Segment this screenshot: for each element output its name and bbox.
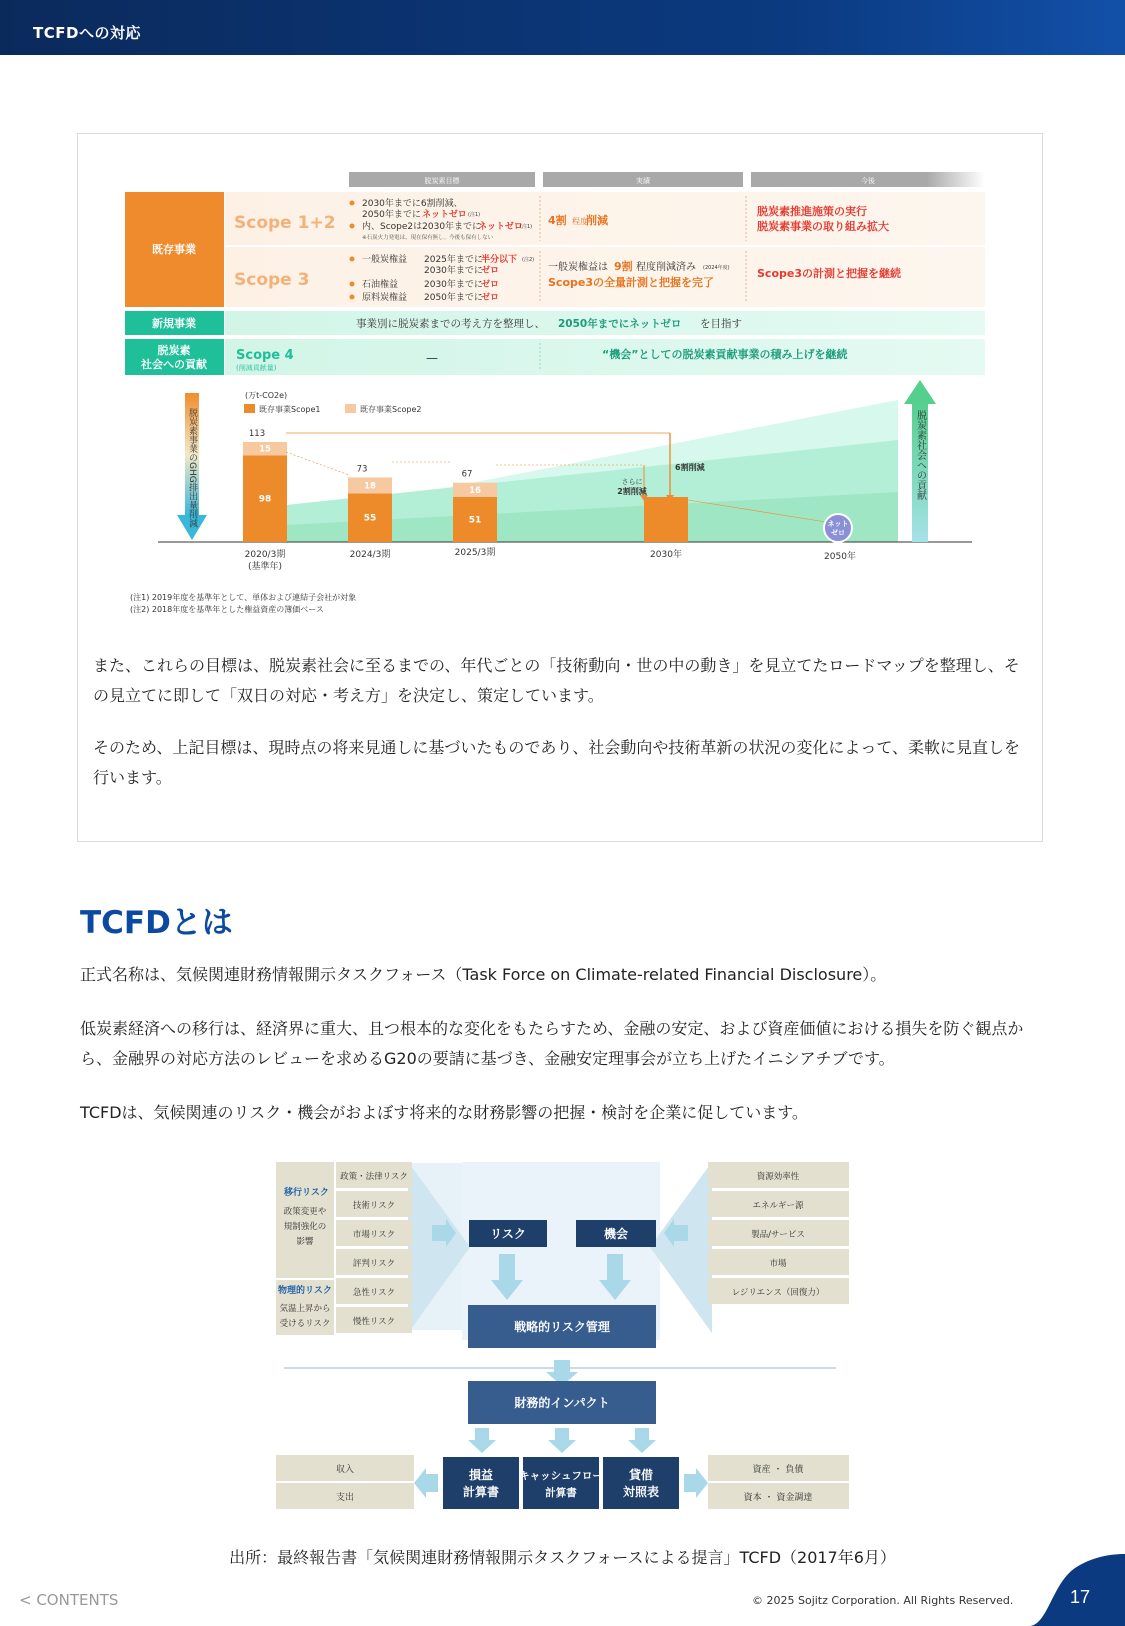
bs-label-0: 貸借 — [628, 1468, 654, 1482]
scope3-result-1a: 一般炭権益は — [548, 262, 608, 273]
col-header-target-text: 脱炭素目標 — [424, 177, 460, 185]
transition-title: 移行リスク — [284, 1188, 329, 1198]
legend-scope2: 既存事業Scope2 — [360, 405, 422, 414]
tcfd-diagram — [0, 1160, 1125, 1515]
scope3-t1b: 2030年までに — [424, 266, 483, 276]
financial-label: 財務的インパクト — [514, 1396, 610, 1410]
risk-item-label-3: 評判リスク — [352, 1259, 396, 1269]
scope12-target-1a: 2030年までに6割削減、 — [362, 199, 463, 209]
scope3-label: Scope 3 — [234, 270, 310, 290]
pl-box — [443, 1457, 519, 1509]
xlabel-2: 2025/3期 — [454, 548, 496, 558]
note-1: (注1) 2019年度を基準年として、単体および連結子会社が対象 — [130, 593, 357, 602]
opportunity-item-label-2: 製品/サービス — [751, 1230, 805, 1240]
legend-scope2-swatch — [345, 404, 356, 413]
opportunity-item-label-0: 資源効率性 — [756, 1172, 800, 1182]
xlabel-4: 2050年 — [824, 552, 856, 562]
opportunity-item-label-1: エネルギー源 — [752, 1201, 804, 1211]
opportunity-item-label-4: レジリエンス（回復力） — [731, 1288, 825, 1298]
scope12-target-2a: 内、Scope2は2030年までに — [362, 222, 482, 232]
bs-box — [603, 1457, 679, 1509]
xlabel-1: 2024/3期 — [349, 550, 391, 560]
scope3-future: Scope3の計測と把握を継続 — [757, 267, 901, 280]
risk-item-label-4: 急性リスク — [352, 1288, 396, 1298]
physical-desc-1: 受けるリスク — [279, 1319, 331, 1329]
scope3-t3-text: 2050年までに — [424, 293, 483, 303]
legend-scope1: 既存事業Scope1 — [259, 405, 321, 414]
scope12-target-1c-note: (注1) — [468, 212, 481, 218]
pl-label-0: 損益 — [468, 1468, 494, 1482]
scope3-t3-hl: ゼロ — [481, 293, 500, 303]
pl-label-1: 計算書 — [462, 1485, 500, 1499]
risk-label: リスク — [490, 1227, 526, 1241]
bar-2030 — [644, 497, 688, 542]
scope12-future-1: 脱炭素推進施策の実行 — [757, 205, 867, 218]
bar-total-label-2: 67 — [461, 469, 473, 480]
xlabel-3: 2030年 — [650, 550, 682, 560]
contribution-label-2: 社会への貢献 — [141, 358, 207, 371]
contents-link[interactable]: < CONTENTS — [19, 1591, 119, 1609]
scope12-label: Scope 1+2 — [234, 213, 336, 233]
netzero-badge — [824, 514, 852, 542]
physical-desc-0: 気温上昇から — [279, 1304, 331, 1314]
section-paragraph-2: 低炭素経済への移行は、経済界に重大、且つ根本的な変化をもたらすため、金融の安定、および資産価値における損失を防ぐ観点から、金融界の対応方法のレビューを求めるG20の要請に基づき、金融安定理事会が立ち上げたイニシアチブです。 — [80, 1019, 1024, 1068]
bar-scope1-label-1: 55 — [363, 513, 377, 524]
bar-scope1-label-2: 51 — [468, 515, 482, 526]
scope12-result-c: 削減 — [586, 214, 608, 227]
cf-box — [523, 1457, 599, 1509]
card-paragraph-1: また、これらの目標は、脱炭素社会に至るまでの、年代ごとの「技術動向・世の中の動き」を見立てたロードマップを整理し、その見立てに即して「双日の対応・考え方」を決定し、策定しています。 — [93, 656, 1020, 705]
transition-desc-1: 規制強化の — [283, 1222, 327, 1232]
source-citation: 出所：最終報告書「気候関連財務情報開示タスクフォースによる提言」TCFD（2017年6月） — [229, 1548, 896, 1567]
capital-label: 資本 ・ 資金調達 — [743, 1493, 813, 1503]
scope4-target: — — [426, 351, 438, 365]
scope12-target-2-note: (注1) — [520, 224, 533, 230]
cf-label-0: キャッシュフロー — [519, 1470, 603, 1482]
scope3-t1b-hl: ゼロ — [481, 266, 500, 276]
opportunity-item-label-3: 市場 — [769, 1259, 787, 1269]
copyright: © 2025 Sojitz Corporation. All Rights Reserved. — [752, 1594, 1014, 1607]
netzero-2: ゼロ — [831, 529, 845, 537]
scope12-target-2b: ネットゼロ — [478, 222, 523, 232]
scope4-label: Scope 4 — [236, 348, 294, 363]
right-arrow-head — [904, 380, 936, 404]
bar-scope2-label-2: 16 — [469, 485, 481, 496]
scope3-t1-text: 2025年までに — [424, 255, 483, 265]
cf-label-1: 計算書 — [545, 1487, 577, 1499]
roadmap-figure — [0, 0, 1125, 640]
scope12-target-note: ※石炭火力発電は、現在保有無し。今後も保有しない — [362, 235, 494, 241]
scope3-result-1b: 9割 — [614, 260, 633, 273]
risk-item-label-2: 市場リスク — [352, 1230, 396, 1240]
page-number: 17 — [1070, 1587, 1091, 1607]
scope3-result-1-note: (2024年度) — [703, 265, 730, 271]
scope3-t2-text: 2030年までに — [424, 280, 483, 290]
chart-unit: (万t-CO2e) — [245, 391, 288, 400]
bar-total-label-1: 73 — [356, 464, 368, 475]
transition-risk-box — [276, 1162, 334, 1278]
opportunity-items — [708, 1162, 849, 1304]
col-header-future-text: 今後 — [861, 177, 875, 185]
scope12-future-2: 脱炭素事業の取り組み拡大 — [757, 220, 889, 233]
scope3-result-2: Scope3の全量計測と把握を完了 — [548, 276, 714, 289]
scope3-t2-name: 石油権益 — [362, 280, 399, 290]
risk-item-label-1: 技術リスク — [352, 1201, 396, 1211]
scope3-result-1c: 程度削減済み — [636, 262, 696, 273]
opportunity-label: 機会 — [603, 1227, 629, 1241]
xlabel-0: 2020/3期 — [244, 550, 286, 560]
scope3-t1-hl: 半分以下 — [481, 255, 518, 265]
legend-scope1-swatch — [244, 404, 255, 413]
bar-total-label-0: 113 — [248, 428, 266, 439]
scope3-t1-name: 一般炭権益 — [362, 255, 408, 265]
scope12-target-1b: 2050年までに — [362, 210, 421, 220]
strategic-label: 戦略的リスク管理 — [514, 1320, 610, 1334]
scope3-t1-note: (注2) — [522, 257, 535, 263]
label-2030-2: 2割削減 — [617, 487, 647, 496]
xlabel-0-sub: (基準年) — [247, 562, 283, 572]
risk-items — [336, 1162, 412, 1333]
section-paragraph-1: 正式名称は、気候関連財務情報開示タスクフォース（Task Force on Climate-related Financial Disclosure）。 — [80, 965, 887, 984]
income-label: 収入 — [335, 1465, 355, 1475]
assets-label: 資産 ・ 負債 — [752, 1465, 804, 1475]
bar-scope2-label-0: 15 — [259, 444, 271, 455]
new-business-label: 新規事業 — [152, 317, 196, 330]
page-header-title: TCFDへの対応 — [33, 24, 141, 42]
scope12-result-a: 4割 — [548, 214, 567, 227]
contribution-label-1: 脱炭素 — [157, 344, 191, 357]
scope3-t2-hl: ゼロ — [481, 280, 500, 290]
note-2: (注2) 2018年度を基準年とした権益資産の簿価ベース — [130, 605, 324, 614]
existing-business-label: 既存事業 — [152, 243, 196, 256]
transition-desc-0: 政策変更や — [283, 1207, 327, 1217]
new-business-text-a: 事業別に脱炭素までの考え方を整理し、 — [356, 318, 545, 330]
label-6: 6割削減 — [675, 463, 705, 472]
scope12-target-1c: ネットゼロ — [422, 210, 467, 220]
col-header-result-text: 実績 — [636, 177, 650, 185]
right-arrow-label: 脱炭素社会への貢献 — [914, 410, 926, 500]
scope4-text: “機会”としての脱炭素貢献事業の積み上げを継続 — [602, 348, 848, 361]
bs-label-1: 対照表 — [622, 1485, 660, 1499]
new-business-text-c: を目指す — [700, 318, 742, 330]
risk-item-label-5: 慢性リスク — [352, 1317, 396, 1327]
transition-desc-2: 影響 — [296, 1237, 314, 1247]
section-title: TCFDとは — [80, 905, 233, 941]
card-paragraph-2: そのため、上記目標は、現時点の将来見通しに基づいたものであり、社会動向や技術革新の状況の変化によって、柔軟に見直しを行います。 — [93, 738, 1021, 787]
physical-title: 物理的リスク — [278, 1286, 332, 1296]
scope3-t3-name: 原料炭権益 — [362, 293, 408, 303]
section-paragraph-3: TCFDは、気候関連のリスク・機会がおよぼす将来的な財務影響の把握・検討を企業に促しています。 — [80, 1103, 808, 1122]
bar-scope2-label-1: 18 — [364, 481, 376, 492]
label-2030-1: さらに — [621, 478, 643, 486]
left-arrow-label: 脱炭素事業のGHG排出量削減 — [187, 408, 197, 528]
risk-item-label-0: 政策・法律リスク — [340, 1172, 408, 1182]
scope12-result-b: 程度 — [572, 217, 588, 226]
bar-scope1-label-0: 98 — [258, 494, 272, 505]
netzero-1: ネット — [827, 520, 849, 528]
expense-label: 支出 — [335, 1493, 355, 1503]
scope4-sub: (削減貢献量) — [236, 364, 277, 372]
new-business-text-b: 2050年までにネットゼロ — [558, 318, 682, 330]
